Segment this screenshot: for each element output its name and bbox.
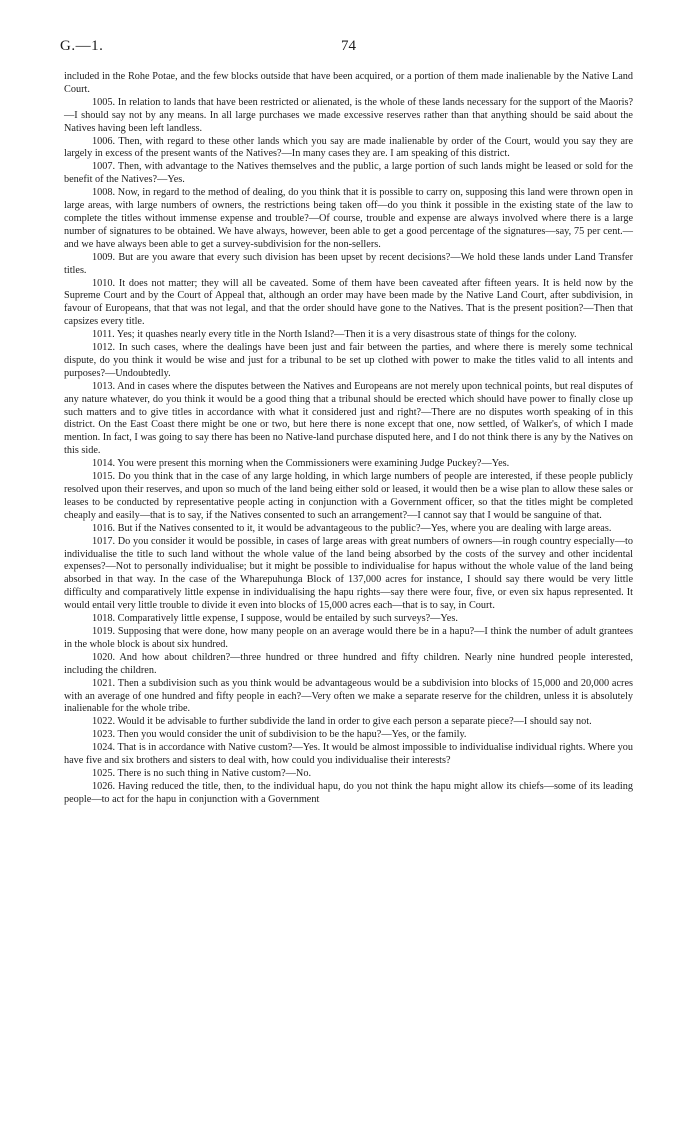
page-number: 74 — [341, 38, 356, 54]
paragraph: 1016. But if the Natives consented to it, it would be advantageous to the public?—Yes, where you are dealing with large areas. — [92, 522, 612, 534]
paragraph: 1009. But are you aware that every such division has been upset by recent decisions?—We hold these lands under Land Transfer titles. — [64, 251, 633, 276]
page-body — [64, 71, 633, 807]
paragraph: 1017. Do you consider it would be possible, in cases of large areas with great numbers of owners—in rough country especially—to individualise the title to such land without the whole value of the land being absorbed by the costs of the survey and other incidental expenses?—Not to personally individualise; but it might be possible to individualise for hapus without the whole value of the land being absorbed in that way. In the case of the Wharepuhunga Block of 137,000 acres for instance, I should say there would be very little difficulty and comparatively little expense in individualising the hapu rights—say there were four, five, or even six hapus represented. It would entail very little trouble to divide it even into blocks of 15,000 acres each—that is to say, in Court. — [64, 535, 633, 612]
paragraph: 1008. Now, in regard to the method of dealing, do you think that it is possible to carry on, supposing this land were thrown open in large areas, with large numbers of owners, the restrictions being taken off—do you think it possible in the existing state of the law to complete the titles without immense expense and trouble?—Of course, trouble and expense are always involved where there is a large number of signatures to be obtained. We have always, however, been able to get a good percentage of the signatures—say, 75 per cent.—and we have always been able to get a survey-subdivision for the non-sellers. — [64, 187, 633, 250]
page-header — [60, 38, 633, 62]
paragraph: 1021. Then a subdivision such as you think would be advantageous would be a subdivision into blocks of 15,000 and 20,000 acres with an average of one hundred and fifty people in each?—Very often we make a separate reserve for the children, unless it is absolutely inalienable for the whole tribe. — [64, 677, 633, 715]
paragraph: 1005. In relation to lands that have been restricted or alienated, is the whole of these lands necessary for the support of the Maoris?—I should say not by any means. In all large purchases we made excessive reserves rather than that anything should be said about the Natives having been left landless. — [64, 96, 633, 134]
paragraph: included in the Rohe Potae, and the few blocks outside that have been acquired, or a portion of them made inalienable by the Native Land Court. — [64, 71, 633, 95]
paragraph: 1014. You were present this morning when the Commissioners were examining Judge Puckey?—Yes. — [92, 458, 510, 470]
paragraph: 1018. Comparatively little expense, I suppose, would be entailed by such surveys?—Yes. — [92, 613, 458, 625]
paragraph: 1011. Yes; it quashes nearly every title in the North Island?—Then it is a very disastrous state of things for the colony. — [92, 329, 577, 341]
paragraph: 1026. Having reduced the title, then, to the individual hapu, do you not think the hapu might allow its chiefs—some of its leading people—to act for the hapu in conjunction with a Government — [64, 780, 633, 805]
paragraph: 1010. It does not matter; they will all be caveated. Some of them have been caveated after fifteen years. It is held now by the Supreme Court and by the Court of Appeal that, although an order may have been made by the Native Land Court, after subdivision, in favour of Europeans, that that was not legal, and that the order should have gone to the Natives. That is the present position?—Then that capsizes every title. — [64, 277, 633, 328]
paragraph: 1019. Supposing that were done, how many people on an average would there be in a hapu?—I think the number of adult grantees in the whole block is about six hundred. — [64, 625, 633, 650]
paragraph: 1025. There is no such thing in Native custom?—No. — [92, 767, 312, 779]
paragraph: 1022. Would it be advisable to further subdivide the land in order to give each person a separate piece?—I should say not. — [92, 716, 592, 728]
paragraph: 1015. Do you think that in the case of any large holding, in which large numbers of people are interested, if these people publicly resolved upon their reserves, and upon so much of the land being either sold or leased, it would then be a wise plan to allow these sales or leases to be conducted by representative people acting in conjunction with a Government officer, so that the titles might be completed cheaply and easily—that is to say, if the Natives consented to such an arrangement?—I cannot say that I would be sanguine of that. — [64, 471, 633, 521]
paragraph: 1013. And in cases where the disputes between the Natives and Europeans are not merely upon technical points, but real disputes of any nature whatever, do you think it would be a good thing that a tribunal should be erected which should have power to finally close up such matters and to give titles in accordance with what it considered just and right?—There are no disputes worth speaking of in this district. On the East Coast there might be one or two, but here there is none except that one, now settled, of Walker's, of which I made mention. In fact, I was going to say there has been no Native-land purchase disputed here, and I do not think there is any by the Natives on this side. — [64, 380, 633, 457]
paragraph: 1020. And how about children?—three hundred or three hundred and fifty children. Nearly nine hundred people interested, including the children. — [64, 651, 633, 676]
paragraph: 1006. Then, with regard to these other lands which you say are made inalienable by order of the Court, would you say they are largely in excess of the present wants of the Natives?—In many cases they are. I am speaking of this district. — [64, 135, 633, 160]
paragraph: 1012. In such cases, where the dealings have been just and fair between the parties, and where there is merely some technical dispute, do you think it would be wise and just for a tribunal to be set up clothed with power to make the titles valid to all intents and purposes?—Undoubtedly. — [64, 342, 633, 379]
paragraph: 1007. Then, with advantage to the Natives themselves and the public, a large portion of such lands might be leased or sold for the benefit of the Natives?—Yes. — [64, 161, 633, 186]
paragraph: 1023. Then you would consider the unit of subdivision to be the hapu?—Yes, or the family. — [92, 729, 467, 741]
paragraph: 1024. That is in accordance with Native custom?—Yes. It would be almost impossible to individualise individual rights. Where you have five and six brothers and sisters to deal with, how could you individualise their interests? — [64, 742, 633, 767]
document-reference: G.—1. — [60, 38, 104, 54]
